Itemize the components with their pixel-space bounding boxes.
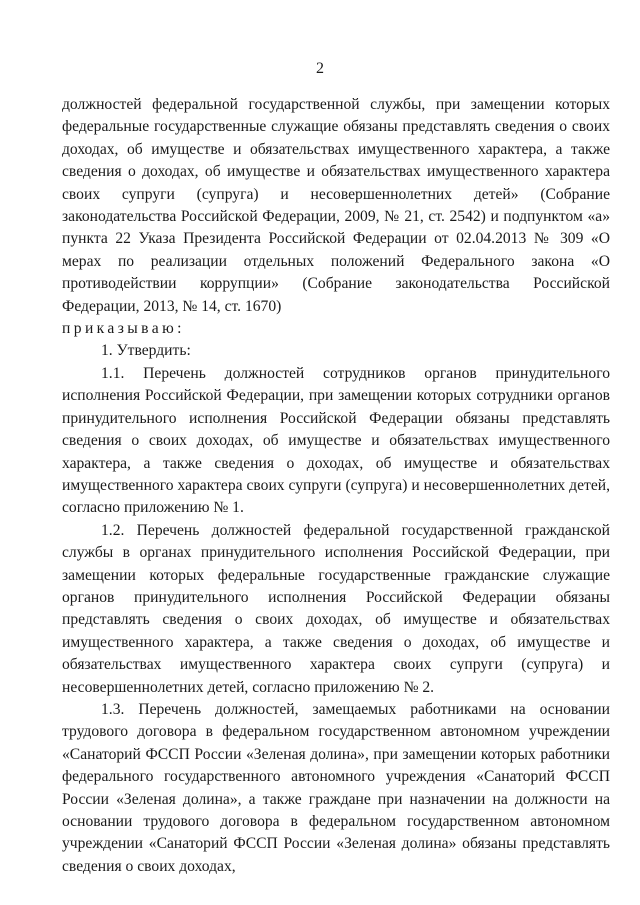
document-body: [62, 94, 610, 878]
order-word: приказываю:: [62, 320, 185, 338]
intro-paragraph: должностей федеральной государственной службы, при замещении которых федеральные государственные служащие обязаны представлять сведения о своих доходах, об имуществе и обязательствах имущественного характера, а также сведения о доходах, об имуществе и обязательствах имущественного характера своих супруги (супруга) и несовершеннолетних детей» (Собрание законодательства Российской Федерации, 2009, № 21, ст. 2542) и подпунктом «а» пункта 22 Указа Президента Российской Федерации от 02.04.2013 № 309 «О мерах по реализации отдельных положений Федерального закона «О противодействии коррупции» (Собрание законодательства Российской Федерации, 2013, № 14, ст. 1670): [62, 96, 610, 315]
item-1-2: 1.2. Перечень должностей федеральной государственной гражданской службы в органах принудительного исполнения Российской Федерации, при замещении которых федеральные государственные гражданские служащие органов принудительного исполнения Российской Федерации обязаны представлять сведения о своих доходах, об имуществе и обязательствах имущественного характера, а также сведения о доходах, об имуществе и обязательствах имущественного характера своих супруги (супруга) и несовершеннолетних детей, согласно приложению № 2.: [62, 521, 610, 696]
item-1: 1. Утвердить:: [101, 342, 191, 360]
item-1-1: 1.1. Перечень должностей сотрудников органов принудительного исполнения Российской Федерации, при замещении которых сотрудники органов принудительного исполнения Российской Федерации обязаны представлять сведения о своих доходах, об имуществе и обязательствах имущественного характера, а также сведения о доходах, об имуществе и обязательствах имущественного характера своих супруги (супруга) и несовершеннолетних детей, согласно приложению № 1.: [62, 364, 610, 517]
page-number: 2: [316, 60, 324, 77]
item-1-3: 1.3. Перечень должностей, замещаемых работниками на основании трудового договора в федеральном государственном автономном учреждении «Санаторий ФССП России «Зеленая долина», при замещении которых работники федерального государственного автономного учреждения «Санаторий ФССП России «Зеленая долина», а также граждане при назначении на должности на основании трудового договора в федеральном государственном автономном учреждении «Санаторий ФССП России «Зеленая долина» обязаны представлять сведения о своих доходах,: [62, 700, 610, 875]
